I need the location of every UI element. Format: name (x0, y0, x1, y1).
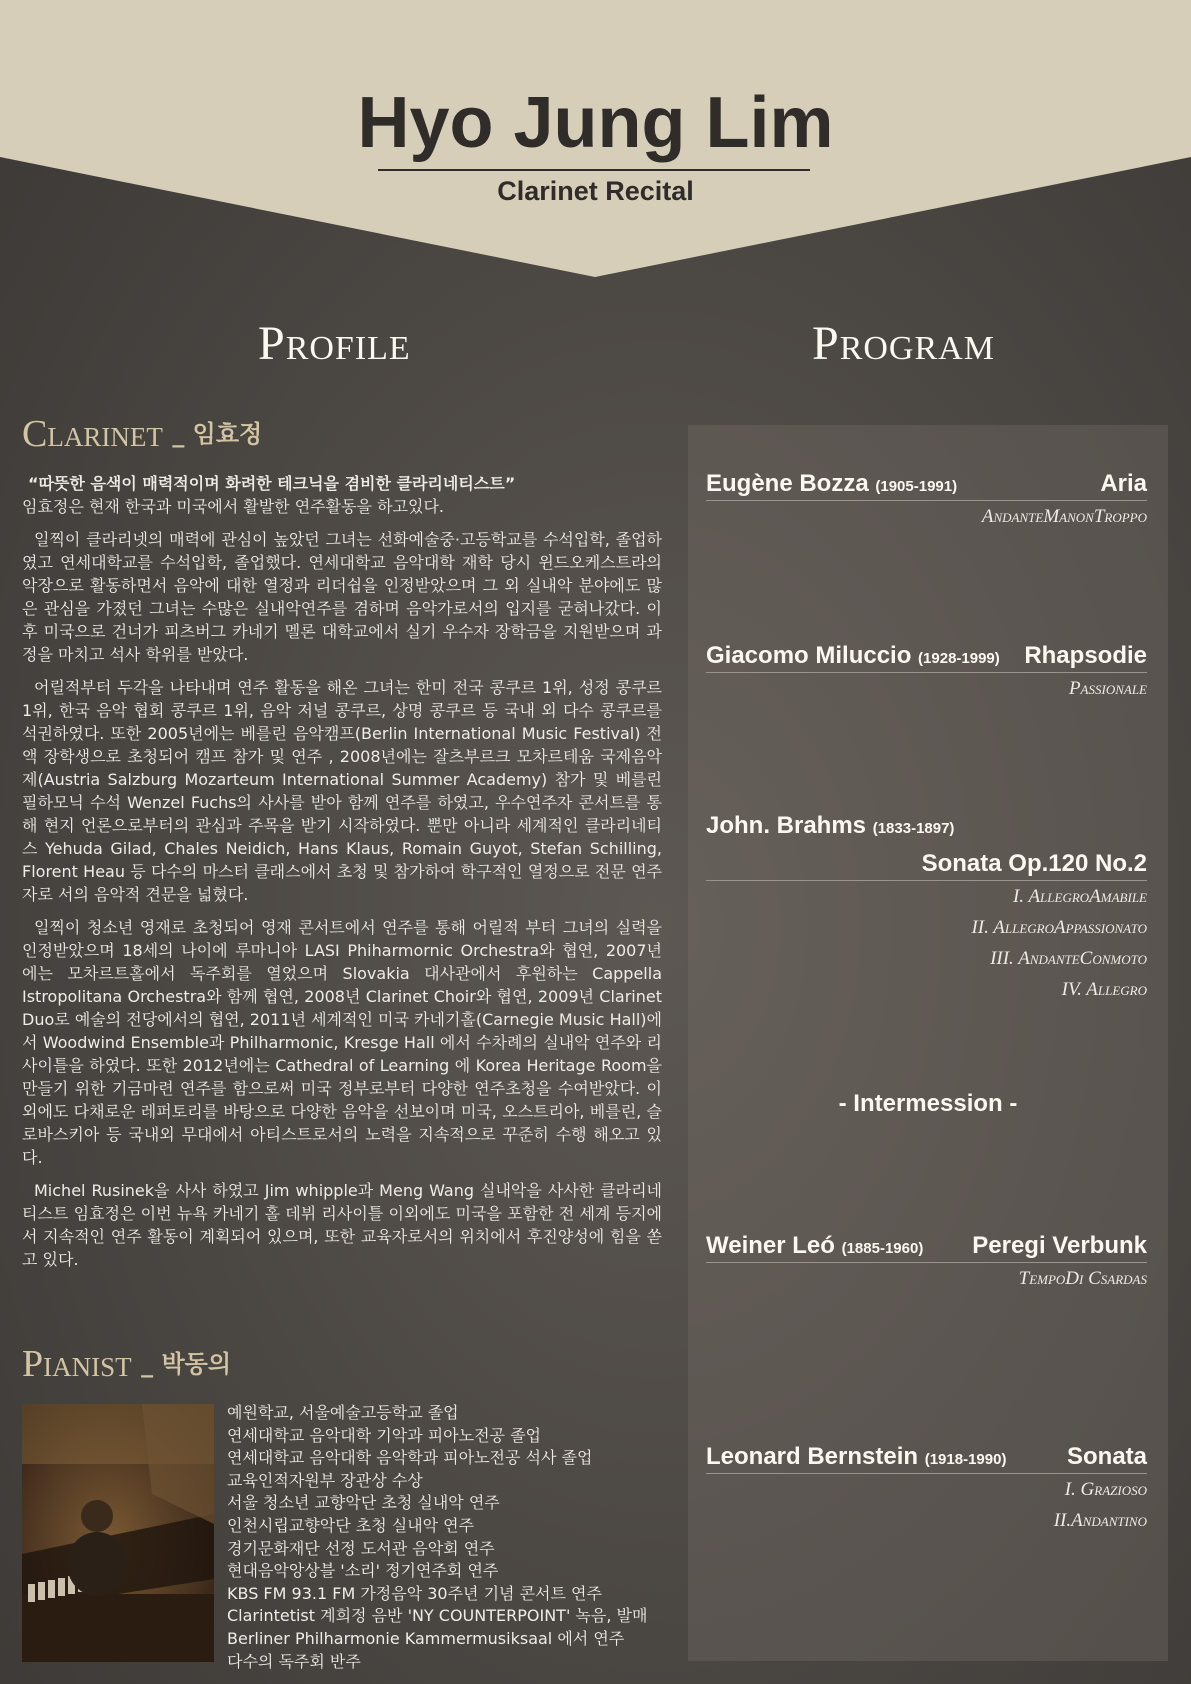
career-item: 교육인적자원부 장관상 수상 (227, 1470, 423, 1490)
career-item: 연세대학교 음악대학 기악과 피아노전공 졸업 (227, 1425, 542, 1445)
program-piece (706, 470, 1147, 532)
composer-name: Giacomo Miluccio (706, 642, 912, 669)
career-item: 경기문화재단 선정 도서관 음악회 연주 (227, 1538, 495, 1558)
composer-dates: (1928-1999) (918, 650, 1000, 667)
career-item: 다수의 독주회 반주 (227, 1651, 361, 1671)
clarinet-performer-name: _ 임효정 (172, 420, 263, 448)
bio-paragraph: Michel Rusinek을 사사 하였고 Jim whipple과 Meng Wang 실내악을 사사한 클라리네티스트 임효정은 이번 뉴욕 카네기 홀 데뷔 리사이틀 이외에도 미국을 포함한 전 세계 등지에서 지속적인 연주 활동이 계획되어 있으며, 또한 교육자로서의 위치에서 후진양성에 힘을 쏟고 있다. (22, 1181, 662, 1269)
composer-dates: (1885-1960) (841, 1240, 924, 1257)
bio-intro: 임효정은 현재 한국과 미국에서 활발한 연주활동을 하고있다. (22, 497, 445, 516)
work-title: Rhapsodie (1024, 642, 1147, 669)
work-title: Sonata Op.120 No.2 (921, 850, 1147, 877)
composer-dates: (1905-1991) (875, 478, 958, 495)
movement: AndanteManonTroppo (981, 506, 1147, 527)
career-item: 인천시립교향악단 초청 실내악 연주 (227, 1515, 475, 1535)
program-piece (706, 642, 1147, 704)
composer-dates: (1918-1990) (924, 1451, 1007, 1468)
composer-name: Eugène Bozza (706, 470, 869, 497)
page-title: Hyo Jung Lim (357, 83, 834, 163)
bio-paragraph: 일찍이 청소년 영재로 초청되어 영재 콘서트에서 연주를 통해 어릴적 부터 그녀의 실력을 인정받았으며 18세의 나이에 루마니아 LASI Phiharmornic Orchestra와 협연, 2007년 에는 모차르트홀에서 독주회를 열었으며 Slovakia 대사관에서 후원하는 Cappella Istropolitana Orchestra와 함께 협연, 2008년 Clarinet Choir와 협연, 2009년 Clarinet Duo로 예술의 전당에서의 협연, 2011년 세계적인 미국 카네기홀(Carnegie Music Hall)에서 Woodwind Ensemble과 Philharmonic, Kresge Hall 에서 수차례의 실내악 연주와 리사이틀을 하였다. 또한 2012년에는 Cathedral of Learning 에 Korea Heritage Room을 만들기 위한 기금마련 연주를 함으로써 미국 정부로부터 다양한 연주초청을 수여받았다. 이 외에도 다채로운 레퍼토리를 바탕으로 다양한 음악을 선보이며 미국, 오스트리아, 베를린, 슬로바스키아 등 국내외 무대에서 아티스트로서의 노력을 지속적으로 꾸준히 수행 해오고 있다. (22, 918, 662, 1167)
intermission-label: - Intermession - (838, 1090, 1018, 1117)
movement: II. AllegroAppassionato (971, 917, 1147, 938)
career-item: 서울 청소년 교향악단 초청 실내악 연주 (227, 1493, 500, 1513)
career-item: Berliner Philharmonie Kammermusiksaal 에서 연주 (227, 1628, 625, 1648)
movement: III. AndanteConmoto (990, 948, 1147, 969)
movement: TempoDi Csardas (1018, 1268, 1147, 1289)
clarinet-biography (22, 472, 662, 1271)
clarinet-label: Clarinet (22, 413, 163, 455)
work-title: Aria (1100, 470, 1147, 497)
composer-dates: (1833-1897) (872, 820, 955, 837)
composer-name: Weiner Leó (706, 1232, 835, 1259)
career-item: Clarintetist 계희정 음반 'NY COUNTERPOINT' 녹음, 발매 (227, 1606, 648, 1626)
movement: IV. Allegro (1061, 979, 1147, 1000)
clarinet-heading (22, 412, 262, 456)
pianist-photo (22, 1404, 214, 1662)
bio-paragraph: 어릴적부터 두각을 나타내며 연주 활동을 해온 그녀는 한미 전국 콩쿠르 1위, 성정 콩쿠르 1위, 한국 음악 협회 콩쿠르 1위, 음악 저널 콩쿠르, 상명 콩쿠르 등 국내 외 다수 콩쿠르를 석권하였다. 또한 2005년에는 베를린 음악캠프(Berlin International Music Festival) 전액 장학생으로 초청되어 캠프 참가 및 연주 , 2008년에는 잘츠부르크 모차르테움 국제음악제(Austria Salzburg Mozarteum International Summer Academy) 참가 및 베를린 필하모닉 수석 Wenzel Fuchs의 사사를 받아 함께 연주를 하였고, 우수연주자 콘서트를 통해 현지 언론으로부터의 관심과 주목을 받기 시작하였다. 뿐만 아니라 세계적인 클라리네티스 Yehuda Gilad, Chales Neidich, Hans Klaus, Romain Guyot, Stefan Schilling, Florent Heau 등 다수의 마스터 클래스에서 초청 및 참가하여 학구적인 열정으로 전문 연주자로 서의 음악적 견문을 넓혔다. (22, 678, 662, 904)
program-piece (706, 1443, 1147, 1536)
career-item: 예원학교, 서울예술고등학교 졸업 (227, 1403, 459, 1422)
pianist-label: Pianist (22, 1343, 132, 1385)
profile-heading: Profile (258, 317, 411, 370)
pianist-career-list (227, 1402, 667, 1673)
program-piece (706, 810, 1147, 1005)
page-subtitle: Clarinet Recital (497, 176, 694, 206)
movement: I. AllegroAmabile (1012, 886, 1147, 907)
bio-paragraph: 일찍이 클라리넷의 매력에 관심이 높았던 그녀는 선화예술중·고등학교를 수석입학, 졸업하였고 연세대학교를 수석입학, 졸업했다. 연세대학교 음악대학 재학 당시 윈드오케스트라의 악장으로 활동하면서 음악에 대한 열정과 리더쉽을 인정받았으며 그 외 실내악 분야에도 많은 관심을 가졌던 그녀는 수많은 실내악연주를 겸하며 음악가로서의 입지를 굳혀나갔다. 이 후 미국으로 건너가 피츠버그 카네기 멜론 대학교에서 실기 우수자 장학금을 지원받으며 과정을 마치고 석사 학위를 받았다. (22, 530, 662, 664)
program-heading: Program (812, 317, 995, 370)
career-item: 현대음악앙상블 '소리' 정기연주회 연주 (227, 1561, 499, 1581)
movement: II.Andantino (1053, 1510, 1147, 1531)
composer-name: John. Brahms (706, 812, 867, 839)
bio-quote: “따뜻한 음색이 매력적이며 화려한 테크닉을 겸비한 클라리네티스트” (28, 474, 516, 493)
movement: Passionale (1068, 678, 1147, 699)
work-title: Peregi Verbunk (972, 1232, 1147, 1259)
career-item: 연세대학교 음악대학 음악학과 피아노전공 석사 졸업 (227, 1448, 593, 1468)
pianist-heading (22, 1342, 231, 1386)
composer-name: Leonard Bernstein (706, 1443, 919, 1470)
pianist-performer-name: _ 박동의 (141, 1350, 232, 1378)
title-divider (378, 169, 810, 171)
program-piece (706, 1232, 1147, 1294)
work-title: Sonata (1066, 1443, 1147, 1470)
movement: I. Grazioso (1064, 1479, 1147, 1500)
career-item: KBS FM 93.1 FM 가정음악 30주년 기념 콘서트 연주 (227, 1583, 602, 1603)
